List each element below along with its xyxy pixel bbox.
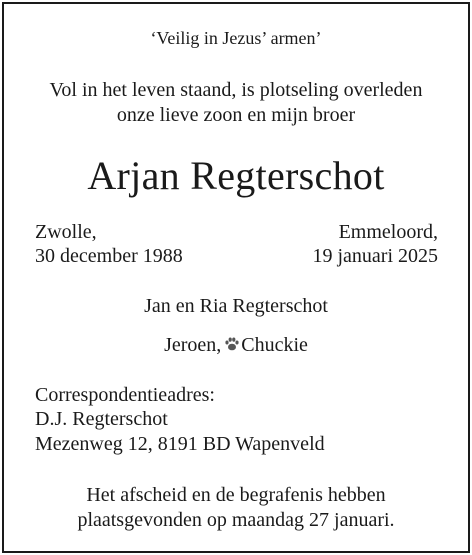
parents-names: Jan en Ria Regterschot bbox=[144, 295, 328, 317]
correspondence-address: Mezenweg 12, 8191 BD Wapenveld bbox=[35, 433, 325, 455]
motto: ‘Veilig in Jezus’ armen’ bbox=[150, 28, 322, 48]
closing-line-2: plaatsgevonden op maandag 27 januari. bbox=[77, 509, 395, 531]
deceased-name: Arjan Regterschot bbox=[87, 153, 385, 198]
announcement-line-1: Vol in het leven staand, is plotseling overleden bbox=[49, 79, 423, 101]
closing-line-1: Het afscheid en de begrafenis hebben bbox=[86, 484, 386, 506]
sibling-line bbox=[0, 333, 472, 357]
correspondence-name: D.J. Regterschot bbox=[35, 408, 168, 430]
announcement-line-2: onze lieve zoon en mijn broer bbox=[116, 104, 356, 126]
death-place: Emmeloord, bbox=[338, 221, 438, 243]
paw-print-icon bbox=[224, 336, 240, 352]
birth-place: Zwolle, bbox=[35, 221, 97, 243]
birth-date: 30 december 1988 bbox=[35, 245, 183, 267]
sibling-name: Jeroen, bbox=[164, 334, 222, 356]
correspondence-heading: Correspondentieadres: bbox=[35, 384, 215, 406]
death-date: 19 januari 2025 bbox=[312, 245, 438, 267]
pet-name: Chuckie bbox=[241, 334, 308, 356]
